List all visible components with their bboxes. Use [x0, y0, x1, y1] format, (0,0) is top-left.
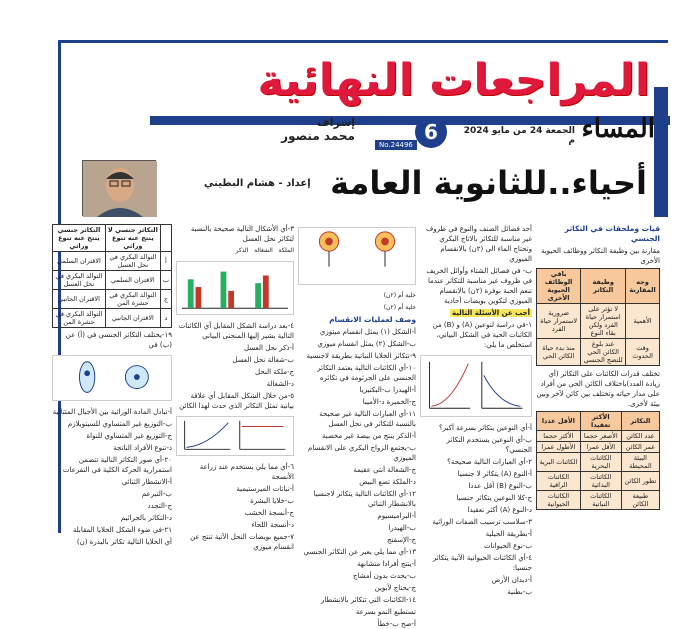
body-line: د-التكاثر بالجراثيم — [120, 514, 172, 522]
table-cell: عدد الكائن — [621, 431, 659, 442]
figure-label: الذكر — [235, 247, 249, 254]
newspaper-logo: المساء — [581, 114, 655, 144]
body-line: د-تنوع الأفراد الناتجة — [113, 444, 172, 452]
question: ٢-أي العبارات التالية صحيحة؟ — [447, 458, 532, 466]
column-3 — [298, 224, 416, 628]
question-option: أ-النوع (A) يتكاثر لا جنسيا — [457, 470, 532, 478]
table-row — [537, 431, 660, 442]
question-option: ب-نوع الحيوانات — [483, 542, 532, 550]
issue-date: الجمعة 24 من مايو 2024 م — [463, 126, 575, 146]
column-2 — [420, 224, 532, 596]
table-row — [53, 271, 172, 290]
body-line: أ-البراميسيوم — [377, 512, 416, 520]
table-cell: ج — [160, 290, 171, 309]
table-header: الأكثر تعقيدا — [580, 412, 621, 431]
supervisor-label: إشراف — [317, 116, 355, 129]
table-cell: الاقتران السلمي — [53, 252, 106, 271]
bee-bars-figure — [176, 261, 294, 315]
table-row — [537, 304, 660, 339]
question-option: أ-ذكر نحل العسل — [243, 344, 294, 352]
body-line: أي الخلايا التالية تكاثر بالبذرة (ن) — [76, 538, 172, 546]
table-cell: التوالد البكري في نحل العسل — [105, 252, 160, 271]
body-line: ب-التوزيع غير المتساوي للسيتوبلازم — [67, 420, 172, 428]
banner — [240, 48, 650, 114]
table-header: التكاثر — [621, 412, 659, 431]
table-cell: ب — [160, 271, 171, 290]
body-line: تستطيع النمو بسرعة — [355, 608, 416, 616]
body-line: ب-الشكل (٢) يمثل انقسام ميوزي — [317, 340, 416, 348]
column-intro: مقارنة بين وظيفة التكاثر ووظائف الحيوية الأخرى — [540, 247, 660, 265]
body-line: ب-التبرعم — [141, 490, 172, 498]
table-cell: التوالد البكري في نحل العسل — [53, 271, 106, 290]
body-line: د-الملكة تضع البيض — [359, 478, 416, 486]
table-cell: عمر الكائن — [621, 442, 659, 453]
body-line: ج-الشغالة أنثى عقيمة — [353, 466, 416, 474]
growth-curves-figure — [176, 416, 294, 456]
body-line: ج-الخميرة د-الأميبا — [362, 398, 416, 406]
question-option: ب-شغالة نحل العسل — [232, 356, 294, 364]
table-cell: الكائنات الراقية — [537, 472, 581, 491]
paper-number: No.24496 — [375, 140, 417, 150]
question: ٥-من خلال الشكل المقابل أي علاقة بيانية تمثل التكاثر الذي حدث لهذا الكائن — [179, 392, 294, 410]
question: ٦-أي مما يلي يستخدم عند زراعة الأنسجة — [199, 463, 294, 481]
table-cell: التوالد البكري في حشرة المن — [105, 290, 160, 309]
column-paragraph: تختلف قدرات الكائنات على التكاثر (أي زيادة العدد)باختلاف الكائن الحي من أفراد على مدار حياته وتختلف بين كائن لآخر وبين بيئة لأخرى. — [536, 370, 660, 408]
info-bar — [225, 116, 655, 148]
table-cell: عند بلوغ الكائن الحي للنضج الجنسي — [581, 339, 626, 366]
body-line: أ-صح ب-خطأ — [377, 620, 416, 628]
cell-division-figure — [298, 227, 416, 285]
figure-label: خلية أم (٢ن) — [383, 304, 416, 311]
body-line: ١٣-أي مما يلي يعبر عن التكاثر الجنسي — [303, 548, 416, 556]
figure-label: الملكة — [278, 247, 294, 254]
table-cell: وقت الحدوث — [626, 339, 660, 366]
body-line: أ-الانشطار الثنائي — [121, 478, 172, 486]
table-cell: الاقتران الجانبي — [53, 290, 106, 309]
reproduction-table — [536, 411, 660, 510]
organisms-figure — [52, 355, 172, 401]
table-cell: الاقتران السلمي — [105, 271, 160, 290]
question: ٤-أي الكائنات الحيوانية الآتية يتكاثر جنسيا: — [432, 554, 532, 572]
section-header — [82, 160, 667, 218]
question-option: ج-كلا النوعين يتكاثر جنسيا — [456, 494, 532, 502]
page-title: المراجعات النهائية — [257, 55, 650, 106]
body-line: أ-الشكل (١) يمثل انقسام ميتوزي — [319, 328, 416, 336]
section-title: أحياء..للثانوية العامة — [330, 164, 647, 202]
table-header: وجه المقارنة — [626, 269, 660, 304]
question: ١٩-يختلف التكاثر الجنسي في (أ) عن (ب) في — [65, 331, 172, 349]
table-header: وظيفة التكاثر — [581, 269, 626, 304]
question-option: ج-أنسجة الخشب — [244, 509, 294, 517]
question-option: ب-أي النوعين يستخدم التكاثر الجنسي؟ — [446, 436, 532, 454]
body-line: ج-يحتاج لأبوين — [374, 584, 416, 592]
question-option: ب-بطنية — [507, 588, 532, 596]
body-line: أ-الذكر ينتج من بيضة غير مخصبة — [321, 432, 416, 440]
supervisor-block — [225, 116, 355, 143]
table-row — [537, 491, 660, 510]
table-cell: الكائنات النباتية — [580, 491, 621, 510]
table-cell: الكائنات الحيوانية — [537, 491, 581, 510]
table-row — [53, 252, 172, 271]
column-4 — [176, 224, 294, 551]
table-cell: ضرورية لاستمرار حياة الفرد — [537, 304, 581, 339]
table-cell: الاقتران الجانبي — [105, 309, 160, 328]
question-option: أ-بطريقة الجيلية — [485, 530, 532, 538]
question: ٣-أي الأشكال التالية صحيحة بالنسبة لتكاثر نحل العسل — [190, 225, 294, 243]
question: ٣-سلاسب ترسيب الصفات الوراثية — [432, 518, 532, 526]
body-line: ١٤-الكائنات التي تتكاثر بالانشطار — [320, 596, 416, 604]
author-byline: إعداد - هشام البطيني — [204, 178, 311, 189]
body-line: ٢١-في ضوء الشكل الخلايا المقابلة — [72, 526, 172, 534]
table-cell: الأكثر حجما — [537, 431, 581, 442]
supervisor-name: محمد منصور — [281, 129, 355, 143]
questions-label: أجب عن الأسئلة التالية — [452, 309, 530, 317]
body-line: أ-الهيدرا ب-البكتيريا — [359, 386, 416, 394]
issue-number-badge: 6 — [415, 116, 447, 148]
table-cell: الأصغر حجما — [580, 431, 621, 442]
table-cell: الأطول عمرا — [537, 442, 581, 453]
body-line: ١٢-أي الكائنات التالية يتكاثر لاجنسيا بالانشطار الثنائي — [313, 490, 416, 508]
body-line: ب-الهيدرا — [388, 524, 416, 532]
table-cell: أ — [160, 252, 171, 271]
question: ٤-بعد دراسة الشكل المقابل أي الكائنات التالية يشير إليها المنحنى البياني — [178, 322, 294, 340]
figure-label: خلية أم (٢ن) — [383, 292, 416, 299]
question-option: أ-أي النوعين يتكاثر بسرعة أكبر؟ — [438, 424, 532, 432]
table-cell: لا تؤثر على استمرار حياة الفرد ولكن بقاء النوع — [581, 304, 626, 339]
table-cell: الكائنات البحرية — [580, 453, 621, 472]
body-line: ٩-تتكاثر الخلايا النباتية بطريقة لاجنسية — [306, 352, 416, 360]
question-option: أ-نباتات الميرستيمية — [236, 485, 294, 493]
body-line: أ-ينتج أفرادا متشابهة — [357, 560, 416, 568]
body-line: ٢٠-أي صور التكاثر التالية تتضمن استمرارية الحركة الكلية في التفرعات — [62, 456, 172, 474]
table-header — [160, 225, 171, 252]
body-line: ج-التوزيع غير المتساوي للنواة — [86, 432, 172, 440]
question: ١-في دراسة لنوعين (A) و (B) من الكائنات الحية في الشكل البياني، استخلص ما يلي: — [432, 321, 532, 349]
table-cell: التوالد البكري في حشرة المن — [53, 309, 106, 328]
body-line: ج-الإسفنج — [386, 536, 416, 544]
question-option: أ-ديدان الأرض — [491, 576, 532, 584]
figure-label: الشغالة — [254, 247, 273, 254]
column-5 — [52, 224, 172, 546]
table-row — [537, 442, 660, 453]
table-cell: الكائنات البرية — [537, 453, 581, 472]
table-cell: منذ بدء حياة الكائن الحي — [537, 339, 581, 366]
table-cell: الكائنات البدائية — [580, 472, 621, 491]
column-heading: قيات وملحقات في التكاثر الجنسي — [564, 224, 660, 243]
body-line: ب-يجتمع الزواج البكري على الانقسام الميوزي — [307, 444, 416, 462]
table-cell: د — [160, 309, 171, 328]
body-line: ١٠-أي الكائنات التالية يعتمد التكاثر الجنسي على الجرثومة في تكاثره — [317, 364, 416, 382]
question-option: د-أنسجة اللحاء — [251, 521, 294, 529]
question-option: د-النوع (A) أكثر تعقيدا — [467, 506, 532, 514]
table-cell: البيئة المحيطة — [621, 453, 659, 472]
table-row — [53, 309, 172, 328]
column-paragraph: ب- في فصائل الشتاء وأوائل الخريف في ظروف غير مناسبة للتكاثر عندما تنعم الحبة بوفرة (٢ن) بالانقسام الميوزي لتكوين بويضات أحادية — [426, 267, 532, 305]
body-line: أ-تبادل المادة الوراثية بين الأجيال المتتالية — [52, 408, 172, 416]
table-header: باقي الوظائف الحيوية الأخرى — [537, 269, 581, 304]
body-line: ج-التجدد — [147, 502, 172, 510]
table-header: التكاثر جنسي لا ينتج عنه تنوع وراثي — [105, 225, 160, 252]
growth-graph-figure — [420, 355, 532, 417]
table-cell: طبيعة الكائن — [621, 491, 659, 510]
table-row — [537, 472, 660, 491]
table-header: التكاثر جنسي ينتج عنه تنوع وراثي — [53, 225, 106, 252]
question: ٧-جميع بويضات النحل الآتية تنتج عن انقسام ميوزي — [190, 533, 294, 551]
table-cell: الأقل عمرا — [580, 442, 621, 453]
figure-caption: وصف لعمليات الانقسام — [329, 315, 416, 324]
table-row — [537, 339, 660, 366]
question-option: ب-النوع (B) أقل عددا — [468, 482, 532, 490]
table-cell: الأهمية — [626, 304, 660, 339]
body-line: ١١-أي العبارات التالية غير صحيحة بالنسبة للتكاثر في نحل العسل — [319, 410, 416, 428]
table-header: الأقل عددا — [537, 412, 581, 431]
table-cell: تطور الكائن — [621, 472, 659, 491]
author-photo — [82, 160, 156, 216]
column-1 — [536, 224, 660, 533]
table-row — [537, 453, 660, 472]
reproduction-type-table — [52, 224, 172, 328]
column-paragraph: أحد فصائل الصنف والنوع في ظروف غير مناسبة للتكاثر بالاتاج البكري وتحتاج الماء الى (٢ن) بالانقسام الميوزي — [426, 225, 532, 263]
question-option: ج-ملكة النحل — [255, 368, 294, 376]
comparison-table — [536, 268, 660, 366]
question-option: د-الشغالة — [266, 380, 294, 388]
table-row — [53, 290, 172, 309]
body-line: ب-يحدث بدون أمشاج — [352, 572, 416, 580]
question-option: ب-خلايا البشرة — [250, 497, 294, 505]
